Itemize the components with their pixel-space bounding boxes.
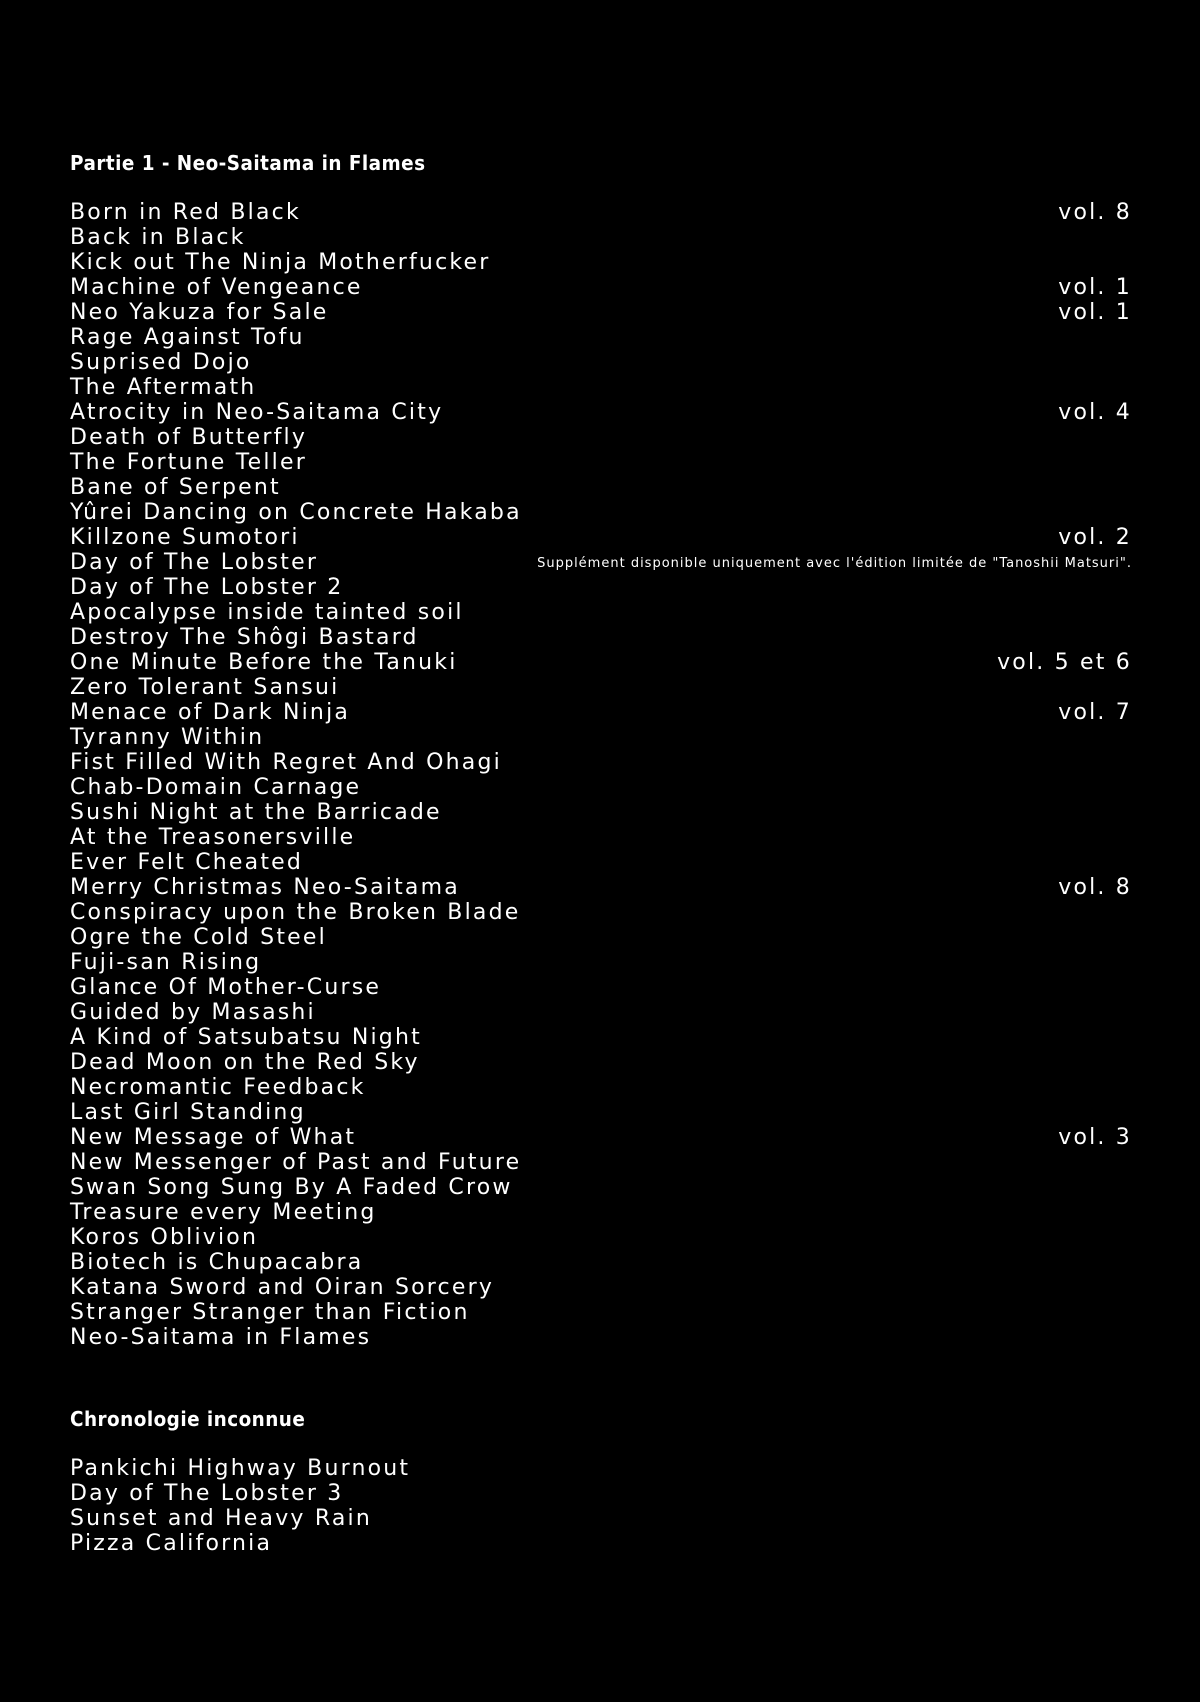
volume-label: vol. 8	[1058, 875, 1132, 900]
episode-title: The Aftermath	[70, 375, 257, 400]
episode-row	[70, 1481, 1132, 1506]
episode-row	[70, 275, 1132, 300]
episode-title: Zero Tolerant Sansui	[70, 675, 340, 700]
episode-row	[70, 400, 1132, 425]
episode-row	[70, 1200, 1132, 1225]
episode-title: Merry Christmas Neo-Saitama	[70, 875, 460, 900]
episode-title: Born in Red Black	[70, 200, 301, 225]
episode-title: Destroy The Shôgi Bastard	[70, 625, 419, 650]
episode-row	[70, 925, 1132, 950]
section-spacer	[70, 1350, 1132, 1406]
episode-title: Pankichi Highway Burnout	[70, 1456, 411, 1481]
episode-title: Tyranny Within	[70, 725, 265, 750]
episode-row	[70, 1456, 1132, 1481]
episode-title: Pizza California	[70, 1531, 273, 1556]
episode-row	[70, 775, 1132, 800]
episode-row	[70, 300, 1132, 325]
episode-title: Stranger Stranger than Fiction	[70, 1300, 470, 1325]
volume-label: vol. 4	[1058, 400, 1132, 425]
episode-row	[70, 900, 1132, 925]
episode-title: Back in Black	[70, 225, 246, 250]
episode-row	[70, 1050, 1132, 1075]
episode-title: Bane of Serpent	[70, 475, 281, 500]
volume-label: vol. 8	[1058, 200, 1132, 225]
episode-row	[70, 625, 1132, 650]
episode-row	[70, 525, 1132, 550]
episode-title: The Fortune Teller	[70, 450, 307, 475]
episode-title: Apocalypse inside tainted soil	[70, 600, 464, 625]
episode-title: Day of The Lobster 3	[70, 1481, 344, 1506]
episode-row	[70, 1275, 1132, 1300]
part1-episode-list	[70, 200, 1132, 1350]
episode-row	[70, 950, 1132, 975]
episode-title: Treasure every Meeting	[70, 1200, 377, 1225]
episode-row	[70, 750, 1132, 775]
episode-title: Sunset and Heavy Rain	[70, 1506, 372, 1531]
episode-row	[70, 250, 1132, 275]
episode-row	[70, 650, 1132, 675]
episode-title: Suprised Dojo	[70, 350, 252, 375]
episode-title: Menace of Dark Ninja	[70, 700, 351, 725]
episode-row	[70, 200, 1132, 225]
volume-label: vol. 5 et 6	[997, 650, 1132, 675]
episode-title: Swan Song Sung By A Faded Crow	[70, 1175, 513, 1200]
episode-title: A Kind of Satsubatsu Night	[70, 1025, 422, 1050]
episode-row	[70, 1250, 1132, 1275]
episode-row	[70, 675, 1132, 700]
episode-title: Machine of Vengeance	[70, 275, 363, 300]
episode-row	[70, 450, 1132, 475]
episode-row	[70, 1075, 1132, 1100]
episode-row	[70, 425, 1132, 450]
episode-row	[70, 1300, 1132, 1325]
episode-row	[70, 975, 1132, 1000]
episode-title: New Messenger of Past and Future	[70, 1150, 522, 1175]
episode-title: Neo Yakuza for Sale	[70, 300, 329, 325]
episode-row	[70, 1175, 1132, 1200]
episode-row	[70, 1025, 1132, 1050]
episode-row	[70, 225, 1132, 250]
episode-title: Guided by Masashi	[70, 1000, 316, 1025]
episode-title: Ogre the Cold Steel	[70, 925, 327, 950]
episode-title: New Message of What	[70, 1125, 357, 1150]
volume-label: vol. 1	[1058, 300, 1132, 325]
episode-row	[70, 375, 1132, 400]
episode-title: Killzone Sumotori	[70, 525, 300, 550]
volume-label: vol. 1	[1058, 275, 1132, 300]
episode-title: Kick out The Ninja Motherfucker	[70, 250, 491, 275]
unknown-chronology-heading: Chronologie inconnue	[70, 1407, 306, 1431]
episode-title: Necromantic Feedback	[70, 1075, 366, 1100]
episode-title: Koros Oblivion	[70, 1225, 259, 1250]
episode-row	[70, 1125, 1132, 1150]
episode-row	[70, 575, 1132, 600]
part1-heading: Partie 1 - Neo-Saitama in Flames	[70, 151, 426, 175]
episode-title: Fuji-san Rising	[70, 950, 262, 975]
episode-row	[70, 350, 1132, 375]
episode-title: Atrocity in Neo-Saitama City	[70, 400, 444, 425]
episode-row	[70, 550, 1132, 575]
episode-title: At the Treasonersville	[70, 825, 356, 850]
episode-row	[70, 475, 1132, 500]
episode-row	[70, 825, 1132, 850]
episode-row	[70, 1506, 1132, 1531]
episode-row	[70, 1150, 1132, 1175]
episode-row	[70, 875, 1132, 900]
episode-title: Day of The Lobster 2	[70, 575, 344, 600]
episode-title: Rage Against Tofu	[70, 325, 305, 350]
supplement-note: Supplément disponible uniquement avec l'édition limitée de "Tanoshii Matsuri".	[537, 556, 1132, 571]
episode-row	[70, 725, 1132, 750]
episode-title: Conspiracy upon the Broken Blade	[70, 900, 521, 925]
episode-title: Neo-Saitama in Flames	[70, 1325, 372, 1350]
episode-title: Biotech is Chupacabra	[70, 1250, 364, 1275]
episode-row	[70, 600, 1132, 625]
episode-row	[70, 800, 1132, 825]
episode-title: One Minute Before the Tanuki	[70, 650, 458, 675]
chronology-page	[70, 150, 1132, 1556]
episode-title: Chab-Domain Carnage	[70, 775, 362, 800]
episode-row	[70, 325, 1132, 350]
volume-label: vol. 2	[1058, 525, 1132, 550]
episode-row	[70, 1000, 1132, 1025]
volume-label: vol. 3	[1058, 1125, 1132, 1150]
episode-title: Katana Sword and Oiran Sorcery	[70, 1275, 495, 1300]
episode-title: Last Girl Standing	[70, 1100, 306, 1125]
episode-row	[70, 700, 1132, 725]
episode-row	[70, 1531, 1132, 1556]
episode-title: Yûrei Dancing on Concrete Hakaba	[70, 500, 522, 525]
episode-title: Glance Of Mother-Curse	[70, 975, 382, 1000]
episode-row	[70, 1325, 1132, 1350]
episode-row	[70, 850, 1132, 875]
episode-row	[70, 1100, 1132, 1125]
episode-title: Sushi Night at the Barricade	[70, 800, 442, 825]
episode-title: Fist Filled With Regret And Ohagi	[70, 750, 502, 775]
episode-title: Day of The Lobster	[70, 550, 319, 575]
episode-title: Ever Felt Cheated	[70, 850, 304, 875]
episode-title: Dead Moon on the Red Sky	[70, 1050, 420, 1075]
episode-row	[70, 1225, 1132, 1250]
volume-label: vol. 7	[1058, 700, 1132, 725]
unknown-episode-list	[70, 1456, 1132, 1556]
episode-row	[70, 500, 1132, 525]
episode-title: Death of Butterfly	[70, 425, 308, 450]
